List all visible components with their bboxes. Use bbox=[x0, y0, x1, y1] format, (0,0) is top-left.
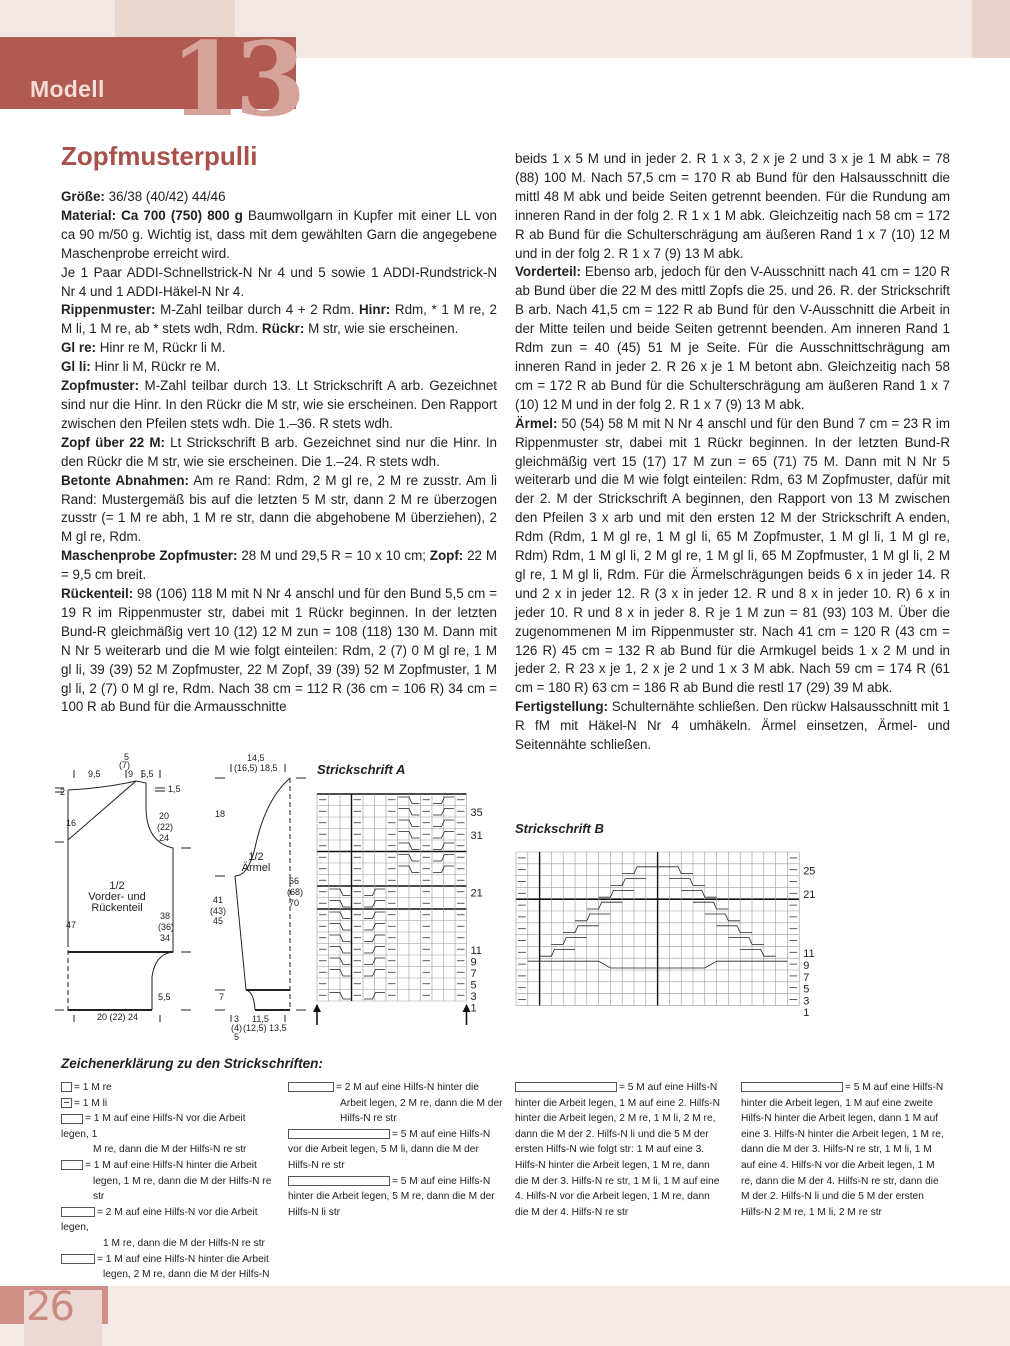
row-number: 11 bbox=[803, 948, 815, 961]
dim-label: 7 bbox=[219, 992, 225, 1002]
dim-label: 20 (22) 24 bbox=[97, 1012, 139, 1022]
page-title: Zopfmusterpulli bbox=[61, 141, 258, 171]
legend-column-1 bbox=[61, 1080, 276, 1298]
chart-b-title: Strickschrift B bbox=[515, 821, 604, 836]
model-label: Modell bbox=[30, 76, 105, 102]
cable-mark bbox=[669, 879, 704, 886]
cable-1-2-back-icon bbox=[61, 1254, 95, 1264]
dim-label: (22) bbox=[157, 822, 174, 832]
dim-label: 66 bbox=[289, 876, 300, 886]
cable-complex-v-left-icon bbox=[515, 1082, 617, 1092]
cable-mark bbox=[599, 890, 634, 897]
dim-label: 18 bbox=[215, 809, 226, 819]
paragraph-decreases: Betonte Abnahmen: Am re Rand: Rdm, 2 M gl re, 2 M re zusstr. Am li Rand: Mustergemäß bis auf die letzten 5 M str, dann 2 M re überzogen zusstr (= 1 M re abh, 1 M re str, dann die abgehobene M überziehen), 2 M gl re, Rdm. bbox=[61, 472, 498, 545]
body-piece-label: Rückenteil bbox=[91, 902, 143, 914]
row-number: 25 bbox=[803, 865, 816, 878]
dim-label: 41 bbox=[213, 895, 224, 905]
dim-label: 5,5 bbox=[158, 992, 171, 1002]
dim-label: (4) bbox=[231, 1023, 242, 1033]
dim-label: 5,5 bbox=[141, 769, 154, 779]
cable-mark bbox=[693, 902, 728, 909]
cable-2-1-front-icon bbox=[61, 1207, 95, 1217]
paragraph-reverse-stockinette: Gl li: Hinr li M, Rückr re M. bbox=[61, 359, 221, 375]
legend-item: = 1 M auf eine Hilfs-N hinter die Arbeit legen, 1 M re, dann die M der Hilfs-N re str bbox=[61, 1158, 276, 1205]
dim-label: 47 bbox=[66, 920, 77, 930]
dim-label: 5 bbox=[234, 1032, 240, 1042]
dim-label: (36) bbox=[158, 922, 175, 932]
dim-label: (68) bbox=[287, 887, 304, 897]
paragraph-back-cont: beids 1 x 5 M und in jeder 2. R 1 x 3, 2 x je 2 und 3 x je 1 M abk = 78 (88) 100 M. Nach 57,5 cm = 170 R ab Bund für den Halsausschnitt die mittl 48 M abk und beide Seiten getrennt beenden. Für die Rundung am inneren Rand in der folg 2. R 1 x 1 M abk. Gleichzeitig nach 58 cm = 172 R ab Bund für die Schulterschrägung am äußeren Rand 1 x 7 (10) 12 M und in der folg 2. R 1 x 7 (9) 13 M abk. bbox=[515, 151, 950, 261]
cable-mark bbox=[610, 879, 645, 886]
row-number: 21 bbox=[803, 889, 816, 902]
model-number: 13 bbox=[170, 20, 300, 140]
dim-label: 70 bbox=[289, 898, 300, 908]
row-number: 1 bbox=[470, 1002, 477, 1015]
dim-label: 9 bbox=[128, 769, 134, 779]
row-number: 7 bbox=[803, 971, 810, 984]
page-number: 26 bbox=[26, 1284, 73, 1330]
knitting-chart-b bbox=[514, 850, 816, 1020]
cable-complex-v-right-icon bbox=[741, 1082, 843, 1092]
body-piece-label: Vorder- und bbox=[88, 891, 146, 903]
cable-5-5-back-icon bbox=[288, 1176, 390, 1186]
dim-label: (12,5) 13,5 bbox=[243, 1023, 287, 1033]
dim-label: (7) bbox=[119, 760, 130, 770]
row-number: 5 bbox=[803, 983, 810, 996]
legend-item: = 5 M auf eine Hilfs-N hinter die Arbeit legen, 1 M auf eine 2. Hilfs-N hinter die Arbeit legen, 2 M re, 1 M li, 2 M re, dann die M der 2. Hilfs-N li und die 5 M der ersten Hilfs-N wie folgt str: 1 M auf eine 3. Hilfs-N hinter die Arbeit legen, 1 M re, dann die M der 3. Hilfs-N re str, 1 M li, 1 M auf eine 4. Hilfs-N vor die Arbeit legen, 1 M re, dann die M der 4. Hilfs-N re str bbox=[515, 1082, 720, 1218]
dim-label: (16,5) 18,5 bbox=[234, 763, 278, 773]
legend-item: = 5 M auf eine Hilfs-N hinter die Arbeit legen, 5 M re, dann die M der Hilfs-N li str bbox=[288, 1175, 495, 1218]
legend-item: = 2 M auf eine Hilfs-N vor die Arbeit legen, 1 M re, dann die M der Hilfs-N re str bbox=[61, 1206, 265, 1249]
knitting-chart-a bbox=[315, 792, 510, 1022]
paragraph-needles: Je 1 Paar ADDI-Schnellstrick-N Nr 4 und 5 sowie 1 ADDI-Rundstrick-N Nr 4 und 1 ADDI-Häkel-N Nr 4. bbox=[61, 264, 497, 299]
cable-5-5-front-icon bbox=[288, 1129, 390, 1139]
paragraph-back: Rückenteil: 98 (106) 118 M mit N Nr 4 anschl und für den Bund 5,5 cm = 19 R im Rippenmuster str, dabei mit 1 Rückr beginnen. In der letzten Bund-R gleichmäßig vert 10 (12) 12 M zun = 108 (118) 130 M. Dann mit N Nr 5 weiterarb und die M wie folgt einteilen: Rdm, 2 (7) 0 M gl re, 1 M gl li, 39 (39) 52 M Zopfmuster, 22 M Zopf, 39 (39) 52 M Zopfmuster, 1 M gl li, 2 (7) 0 M gl re, Rdm. Nach 38 cm = 112 R (36 cm = 106 R) 34 cm = 100 R ab Bund für die Armausschnitte bbox=[61, 586, 497, 715]
row-number: 31 bbox=[470, 830, 483, 842]
repeat-arrow-head bbox=[313, 1004, 321, 1012]
paragraph-rib-pattern: Rippenmuster: M-Zahl teilbar durch 4 + 2 Rdm. Hinr: Rdm, * 1 M re, 2 M li, 1 M re, ab * stets wdh, Rdm. Rückr: M str, wie sie erscheinen. bbox=[61, 302, 497, 337]
dim-label: 11,5 bbox=[252, 1014, 269, 1024]
header-band-block bbox=[972, 0, 1010, 58]
cable-mark bbox=[563, 926, 598, 933]
cable-1-1-front-icon bbox=[61, 1114, 83, 1124]
row-number: 9 bbox=[470, 956, 477, 969]
cable-1-1-back-icon bbox=[61, 1160, 83, 1170]
paragraph-gauge: Maschenprobe Zopfmuster: 28 M und 29,5 R = 10 x 10 cm; Zopf: 22 M = 9,5 cm breit. bbox=[61, 548, 498, 583]
repeat-arrow-head bbox=[463, 1004, 471, 1012]
legend-column-3 bbox=[515, 1080, 720, 1220]
schematic-body bbox=[55, 752, 205, 1022]
paragraph-finishing: Fertigstellung: Schulternähte schließen. Den rückw Halsausschnitt mit 1 R fM mit Häkel-N Nr 4 umhäkeln. Ärmel einsetzen, Ärmel- und Seitennähte schließen. bbox=[515, 699, 950, 753]
footer-band bbox=[0, 1286, 1010, 1346]
cable-mark bbox=[705, 914, 740, 921]
legend-item: = 1 M auf eine Hilfs-N vor die Arbeit legen, 1 M re, dann die M der Hilfs-N re str bbox=[61, 1113, 247, 1156]
paragraph-front: Vorderteil: Ebenso arb, jedoch für den V-Ausschnitt nach 41 cm = 120 R ab Bund über die 22 M des mittl Zopfs die 25. und 26. R. der Strickschrift B arb. Nach 41,5 cm = 122 R ab Bund für den V-Ausschnitt die Arbeit in der Mitte teilen und beide Seiten getrennt beenden. Am inneren Rand 1 Rdm zun = 40 (45) 51 M je Seite. Für die Ausschnittschrägung am inneren Rand in jeder 2. R 26 x je 1 M betont abn. Gleichzeitig nach 58 cm = 172 R ab Bund für die Schulterschrägung am äußeren Rand 1 x 7 (10) 12 M und in der folg 2. R 1 x 7 (9) 13 M abk. bbox=[515, 264, 950, 412]
cable-mark bbox=[681, 890, 716, 897]
legend-title: Zeichenerklärung zu den Strickschriften: bbox=[61, 1056, 323, 1071]
instructions-right-column bbox=[515, 150, 950, 755]
dim-label: 3 bbox=[234, 1014, 240, 1024]
paragraph-sleeve: Ärmel: 50 (54) 58 M mit N Nr 4 anschl und für den Bund 7 cm = 23 R im Rippenmuster str, dabei mit 1 Rückr beginnen. In der letzten Bund-R gleichmäßig vert 15 (17) 17 M zun = 65 (71) 75 M. Dann mit N Nr 5 weiterarb und die M wie folgt einteilen: Rdm, 63 M Zopfmuster, dafür mit der 2. M der Strickschrift A beginnen, den Rapport von 13 M zwischen den Pfeilen 3 x arb und mit den ersten 12 M der Strickschrift A enden, Rdm (Rdm, 1 M gl re, 1 M gl li, 65 M Zopfmuster, 1 M gl li, 1 M gl re, Rdm) Rdm, 1 M gl li, 2 M gl re, 1 M gl li, 65 M Zopfmuster, 1 M gl li, 2 M gl re, 1 M gl li, Rdm. Für die Ärmelschrägungen beids 6 x in jeder 14. R und 2 x in jeder 12. R (3 x in jeder 12. R und 8 x in jeder 10. R) 6 x in jeder 10. R und 8 x in jeder 8. R je 1 M zun = 81 (93) 103 M. Über die zugenommenen M im Rippenmuster str. Nach 41 cm = 120 R (43 cm = 126 R) 45 cm = 132 R ab Bund für die Armkugel beids 1 x 2 M und in jeder 2. R 23 x je 1, 2 x je 2 und 1 x 3 M abk. Nach 59 cm = 174 R (61 cm = 180 R) 63 cm = 186 R ab Bund die restl 17 (29) 39 M abk. bbox=[515, 415, 950, 696]
cable-mark bbox=[575, 914, 610, 921]
paragraph-stockinette: Gl re: Hinr re M, Rückr li M. bbox=[61, 340, 226, 356]
dim-label: 1,5 bbox=[168, 784, 181, 794]
cable-mark bbox=[728, 938, 763, 945]
legend-item: = 5 M auf eine Hilfs-N vor die Arbeit legen, 5 M li, dann die M der Hilfs-N re str bbox=[288, 1128, 491, 1171]
cable-mark bbox=[740, 949, 775, 956]
paragraph-material: Material: Ca 700 (750) 800 g Baumwollgarn in Kupfer mit einer LL von ca 90 m/50 g. Wichtig ist, dass mit dem gewählten Garn die angegebene Maschenprobe erreicht wird. bbox=[61, 207, 497, 261]
purl-stitch-icon bbox=[61, 1098, 72, 1108]
legend-column-2 bbox=[288, 1080, 503, 1220]
cable-mark bbox=[622, 867, 657, 874]
legend-item: = 2 M auf eine Hilfs-N hinter die Arbeit legen, 2 M re, dann die M der Hilfs-N re str bbox=[288, 1080, 503, 1127]
sleeve-piece-label: 1/2 bbox=[248, 851, 264, 863]
legend-item: = 1 M re bbox=[61, 1080, 276, 1096]
cable-mark bbox=[658, 867, 693, 874]
dim-label: (43) bbox=[210, 906, 227, 916]
row-number: 35 bbox=[470, 807, 483, 819]
row-number: 5 bbox=[470, 979, 477, 992]
dim-label: 34 bbox=[160, 933, 171, 943]
legend-item: = 1 M auf eine Hilfs-N hinter die Arbeit legen, 2 M re, dann die M der Hilfs-N bbox=[61, 1252, 276, 1299]
dim-label: 2 bbox=[60, 787, 66, 797]
dim-label: 9,5 bbox=[88, 769, 101, 779]
paragraph-cable-22: Zopf über 22 M: Lt Strickschrift B arb. Gezeichnet sind nur die Hinr. In den Rückr die M str, wie sie erscheinen. Die 1.–24. R stets wdh. bbox=[61, 434, 498, 469]
row-number: 1 bbox=[803, 1007, 810, 1020]
row-number: 9 bbox=[803, 960, 810, 972]
dim-label: 20 bbox=[159, 811, 170, 821]
row-number: 7 bbox=[470, 968, 477, 980]
instructions-left-column bbox=[61, 188, 497, 717]
cable-mark bbox=[717, 926, 752, 933]
body-piece-label: 1/2 bbox=[109, 880, 125, 892]
dim-label: 45 bbox=[213, 916, 224, 926]
dim-label: 5 bbox=[124, 752, 130, 762]
cable-mark bbox=[540, 949, 575, 956]
paragraph-size: Größe: 36/38 (40/42) 44/46 bbox=[61, 189, 226, 204]
dim-label: 24 bbox=[159, 833, 170, 843]
row-number: 21 bbox=[470, 887, 483, 900]
cable-mark bbox=[551, 938, 586, 945]
schematic-sleeve bbox=[210, 752, 310, 1042]
legend-item: = 1 M li bbox=[61, 1096, 276, 1112]
row-number: 11 bbox=[470, 945, 482, 957]
legend-column-4 bbox=[741, 1080, 946, 1220]
paragraph-cable-pattern: Zopfmuster: M-Zahl teilbar durch 13. Lt Strickschrift A arb. Gezeichnet sind nur die Hinr. In den Rückr die M str, wie sie erscheinen. Den Rapport zwischen den Pfeilen stets wdh. Die 1.–36. R stets wdh. bbox=[61, 378, 497, 431]
row-number: 3 bbox=[470, 991, 477, 1003]
sleeve-piece-label: Ärmel bbox=[241, 862, 271, 874]
legend-item: = 5 M auf eine Hilfs-N hinter die Arbeit legen, 1 M auf eine zweite Hilfs-N hinter die Arbeit legen, dann 1 M auf eine 3. Hilfs-N hinter die Arbeit legen, 1 M re, dann die M der 3. Hilfs-N re str, 1 M li, 1 M auf eine 4. Hilfs-N vor die Arbeit legen, 1 M re, dann die M der 4. Hilfs-N re str, dann die M der 2. Hilfs-N li und die 5 M der ersten Hilfs-N 2 M re, 1 M li, 2 M re str bbox=[741, 1082, 944, 1218]
dim-label: 14,5 bbox=[247, 753, 265, 763]
dim-label: 38 bbox=[160, 911, 171, 921]
cable-2-2-back-icon bbox=[288, 1082, 334, 1092]
cable-mark bbox=[587, 902, 622, 909]
knit-stitch-icon bbox=[61, 1082, 72, 1092]
row-number: 3 bbox=[803, 995, 810, 1008]
dim-label: 16 bbox=[66, 818, 77, 828]
neckline-v bbox=[68, 781, 136, 840]
chart-a-title: Strickschrift A bbox=[317, 762, 406, 777]
